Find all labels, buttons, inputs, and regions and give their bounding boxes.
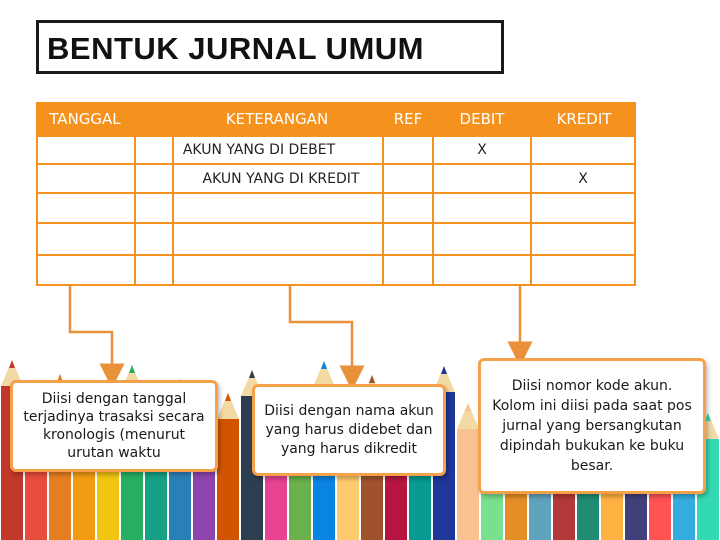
row2-kredit-mark: X (578, 170, 588, 187)
callout-ref-text: Diisi nomor kode akun. Kolom ini diisi pada saat pos jurnal yang bersangkutan dipindah bukukan ke buku besar. (492, 378, 692, 474)
row2-akun-kredit-text: AKUN YANG DI KREDIT (202, 170, 360, 187)
header-kredit: KREDIT (532, 102, 636, 136)
header-keterangan: KETERANGAN (136, 102, 418, 136)
header-debit: DEBIT (434, 102, 530, 136)
callout-tanggal (10, 380, 218, 472)
header-tanggal: TANGGAL (36, 102, 134, 136)
connector-tanggal (70, 286, 112, 376)
row1-debit-mark: X (477, 142, 487, 158)
connector-keterangan (290, 286, 352, 378)
page-title: BENTUK JURNAL UMUM (47, 31, 424, 66)
callout-ref (478, 358, 706, 494)
callout-tanggal-text: Diisi dengan tanggal terjadinya trasaksi secara kronologis (menurut urutan waktu (23, 391, 205, 461)
callout-keterangan (252, 384, 446, 476)
row1-akun-debet-text: AKUN YANG DI DEBET (182, 142, 336, 158)
callout-keterangan-text: Diisi dengan nama akun yang harus didebet dan yang harus dikredit (264, 402, 434, 457)
header-ref: REF (393, 110, 423, 128)
